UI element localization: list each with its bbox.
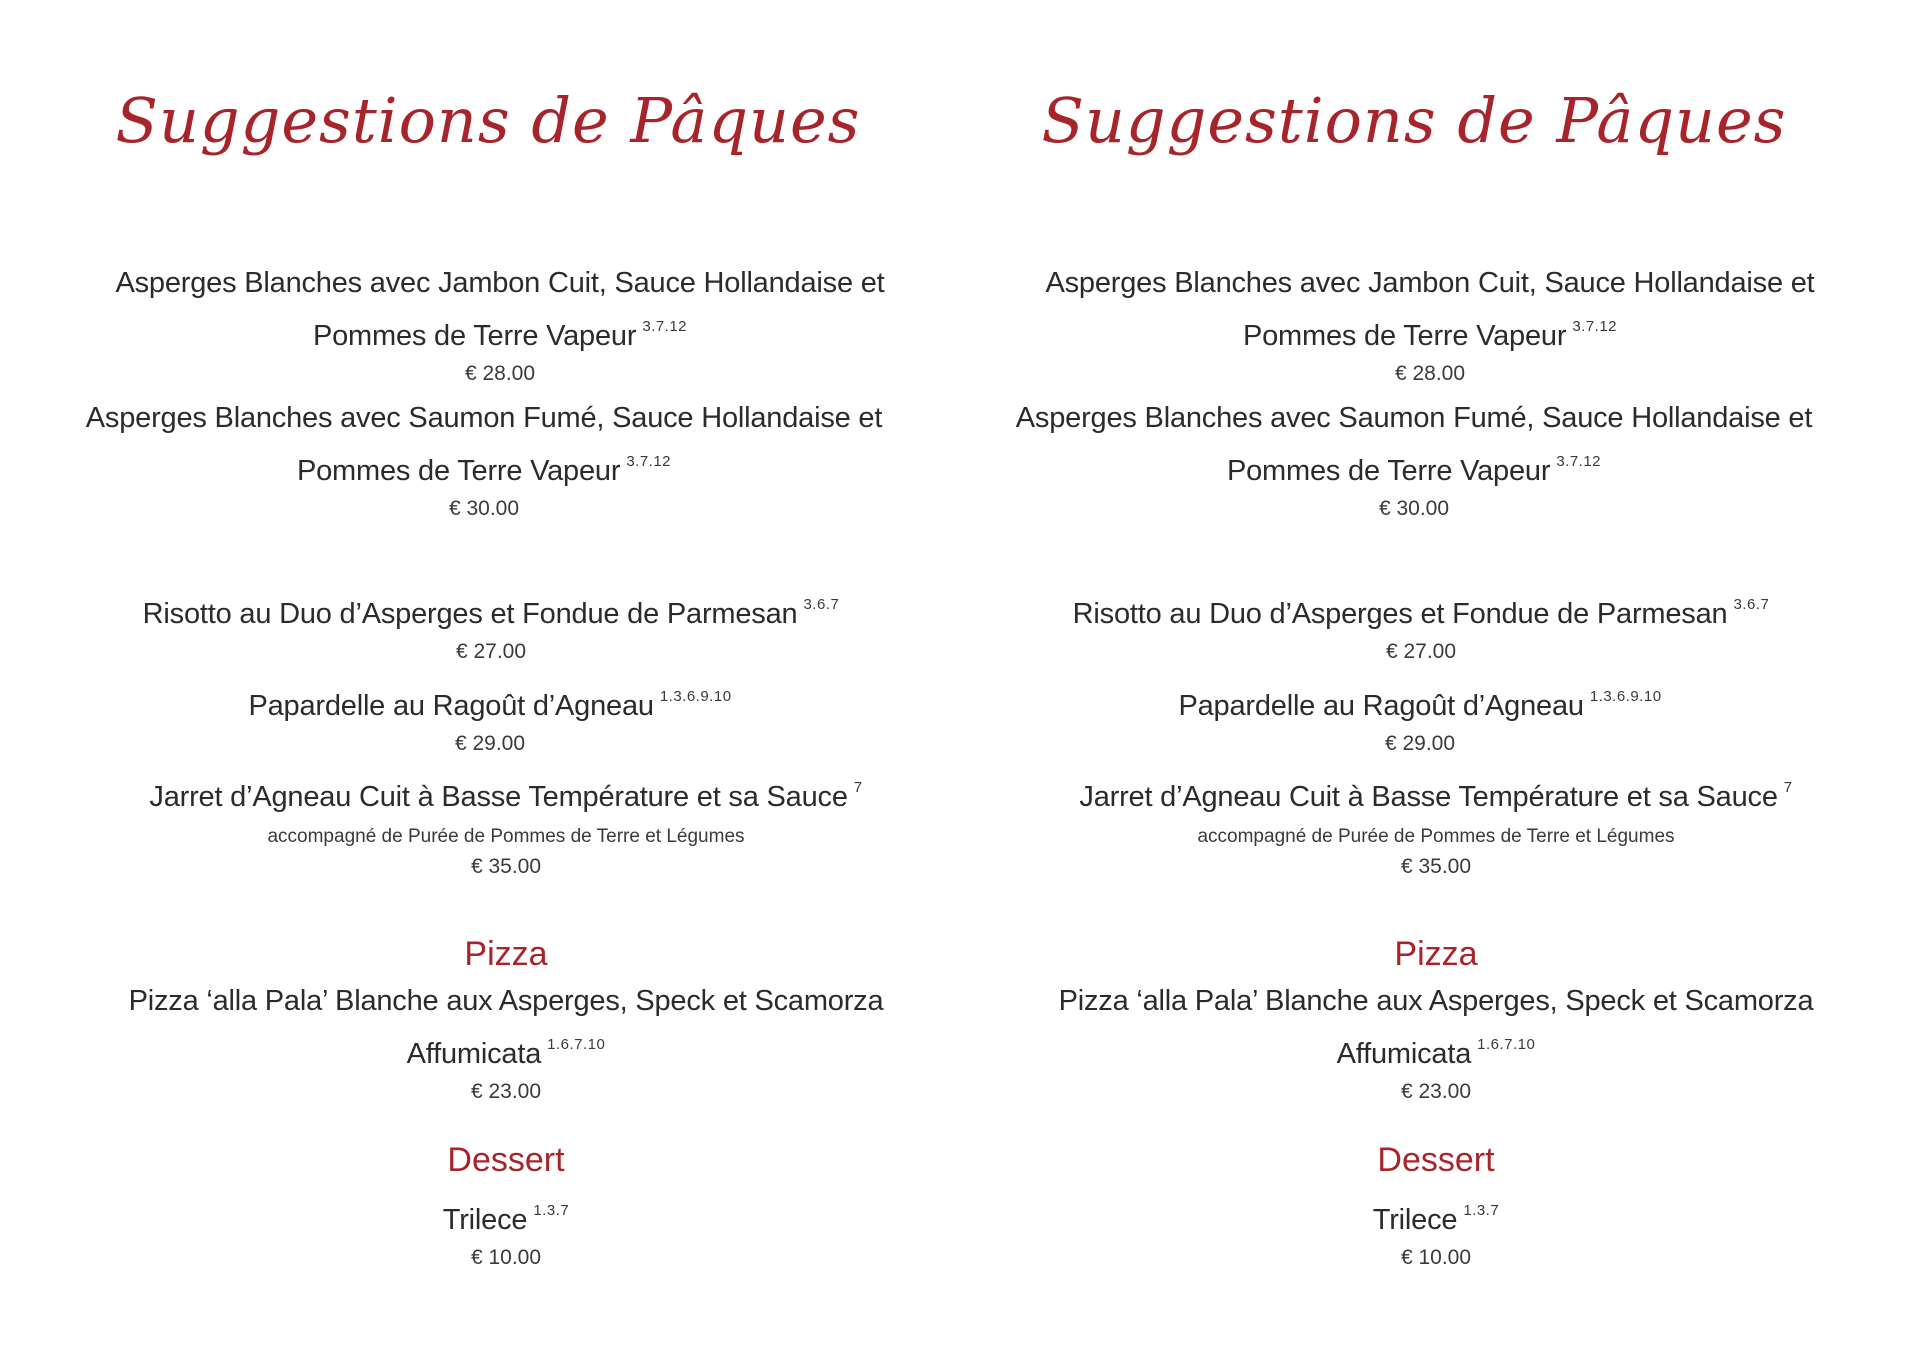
dish-price: € 35.00: [470, 855, 542, 878]
allergen-codes: 1.6.7.10: [1477, 1036, 1536, 1053]
menu-item: [1016, 1189, 1856, 1272]
dish-name: Asperges Blanches avec Saumon Fumé, Sauce Hollandaise et Pommes de Terre Vapeur $^{3.7.12}$: [1015, 402, 1813, 487]
menu-item: [86, 980, 926, 1106]
dish-name: Papardelle au Ragoût d’Agneau $^{1.3.6.9.10}$: [248, 688, 732, 722]
dish-name: Papardelle au Ragoût d’Agneau $^{1.3.6.9.10}$: [1178, 688, 1662, 722]
menu-item: [71, 583, 911, 666]
allergen-codes: 1.3.6.9.10: [1589, 688, 1662, 705]
dish-description: accompagné de Purée de Pommes de Terre et Légumes: [1197, 826, 1675, 847]
dish-name: Trilece $^{1.3.7}$: [442, 1202, 570, 1236]
dish-price: € 23.00: [1400, 1080, 1472, 1103]
dish-price: € 28.00: [464, 362, 536, 385]
dish-price: € 30.00: [448, 497, 520, 520]
allergen-codes: 1.3.7: [533, 1202, 570, 1219]
menu-item: [1000, 675, 1840, 758]
dish-price: € 29.00: [1384, 732, 1456, 755]
allergen-codes: 3.7.12: [626, 453, 672, 470]
menu-item: [1001, 583, 1841, 666]
dish-name: Risotto au Duo d’Asperges et Fondue de Parmesan $^{3.6.7}$: [1072, 596, 1770, 630]
dish-name: Asperges Blanches avec Jambon Cuit, Sauce Hollandaise et Pommes de Terre Vapeur $^{3.7.12}$: [1045, 267, 1815, 352]
allergen-codes: 7: [1783, 779, 1793, 796]
section-heading-dessert: Dessert: [447, 1141, 565, 1179]
dish-description: accompagné de Purée de Pommes de Terre et Légumes: [267, 826, 745, 847]
dish-name: Asperges Blanches avec Saumon Fumé, Sauce Hollandaise et Pommes de Terre Vapeur $^{3.7.12}$: [85, 402, 883, 487]
dish-price: € 10.00: [1400, 1246, 1472, 1269]
menu-title: Suggestions de Pâques: [115, 84, 861, 157]
dish-name: Risotto au Duo d’Asperges et Fondue de Parmesan $^{3.6.7}$: [142, 596, 840, 630]
dish-name: Pizza ‘alla Pala’ Blanche aux Asperges, Speck et Scamorza Affumicata $^{1.6.7.10}$: [1058, 985, 1814, 1070]
dish-price: € 35.00: [1400, 855, 1472, 878]
menu-item: [70, 675, 910, 758]
allergen-codes: 3.7.12: [1572, 318, 1618, 335]
menu-item: [64, 397, 904, 523]
section-heading-pizza: Pizza: [464, 935, 548, 973]
dish-price: € 10.00: [470, 1246, 542, 1269]
menu-item: [994, 397, 1834, 523]
dish-price: € 27.00: [1385, 640, 1457, 663]
allergen-codes: 3.6.7: [1733, 596, 1770, 613]
menu-title: Suggestions de Pâques: [1041, 84, 1787, 157]
dish-name: Jarret d’Agneau Cuit à Basse Température et sa Sauce $^7$: [149, 779, 863, 813]
dish-name: Pizza ‘alla Pala’ Blanche aux Asperges, Speck et Scamorza Affumicata $^{1.6.7.10}$: [128, 985, 884, 1070]
menu-item: [86, 766, 926, 881]
dish-name: Asperges Blanches avec Jambon Cuit, Sauce Hollandaise et Pommes de Terre Vapeur $^{3.7.12}$: [115, 267, 885, 352]
allergen-codes: 1.3.6.9.10: [659, 688, 732, 705]
allergen-codes: 3.6.7: [803, 596, 840, 613]
allergen-codes: 7: [853, 779, 863, 796]
menu-item: [86, 1189, 926, 1272]
allergen-codes: 3.7.12: [1556, 453, 1602, 470]
dish-price: € 29.00: [454, 732, 526, 755]
menu-item: [80, 262, 920, 388]
allergen-codes: 1.3.7: [1463, 1202, 1500, 1219]
menu-item: [1016, 766, 1856, 881]
dish-price: € 27.00: [455, 640, 527, 663]
dish-price: € 30.00: [1378, 497, 1450, 520]
dish-price: € 28.00: [1394, 362, 1466, 385]
allergen-codes: 1.6.7.10: [547, 1036, 606, 1053]
section-heading-pizza: Pizza: [1394, 935, 1478, 973]
dish-name: Trilece $^{1.3.7}$: [1372, 1202, 1500, 1236]
menu-item: [1016, 980, 1856, 1106]
allergen-codes: 3.7.12: [642, 318, 688, 335]
dish-price: € 23.00: [470, 1080, 542, 1103]
dish-name: Jarret d’Agneau Cuit à Basse Température et sa Sauce $^7$: [1079, 779, 1793, 813]
menu-page-right: [930, 0, 1890, 1358]
menu-item: [1010, 262, 1850, 388]
section-heading-dessert: Dessert: [1377, 1141, 1495, 1179]
